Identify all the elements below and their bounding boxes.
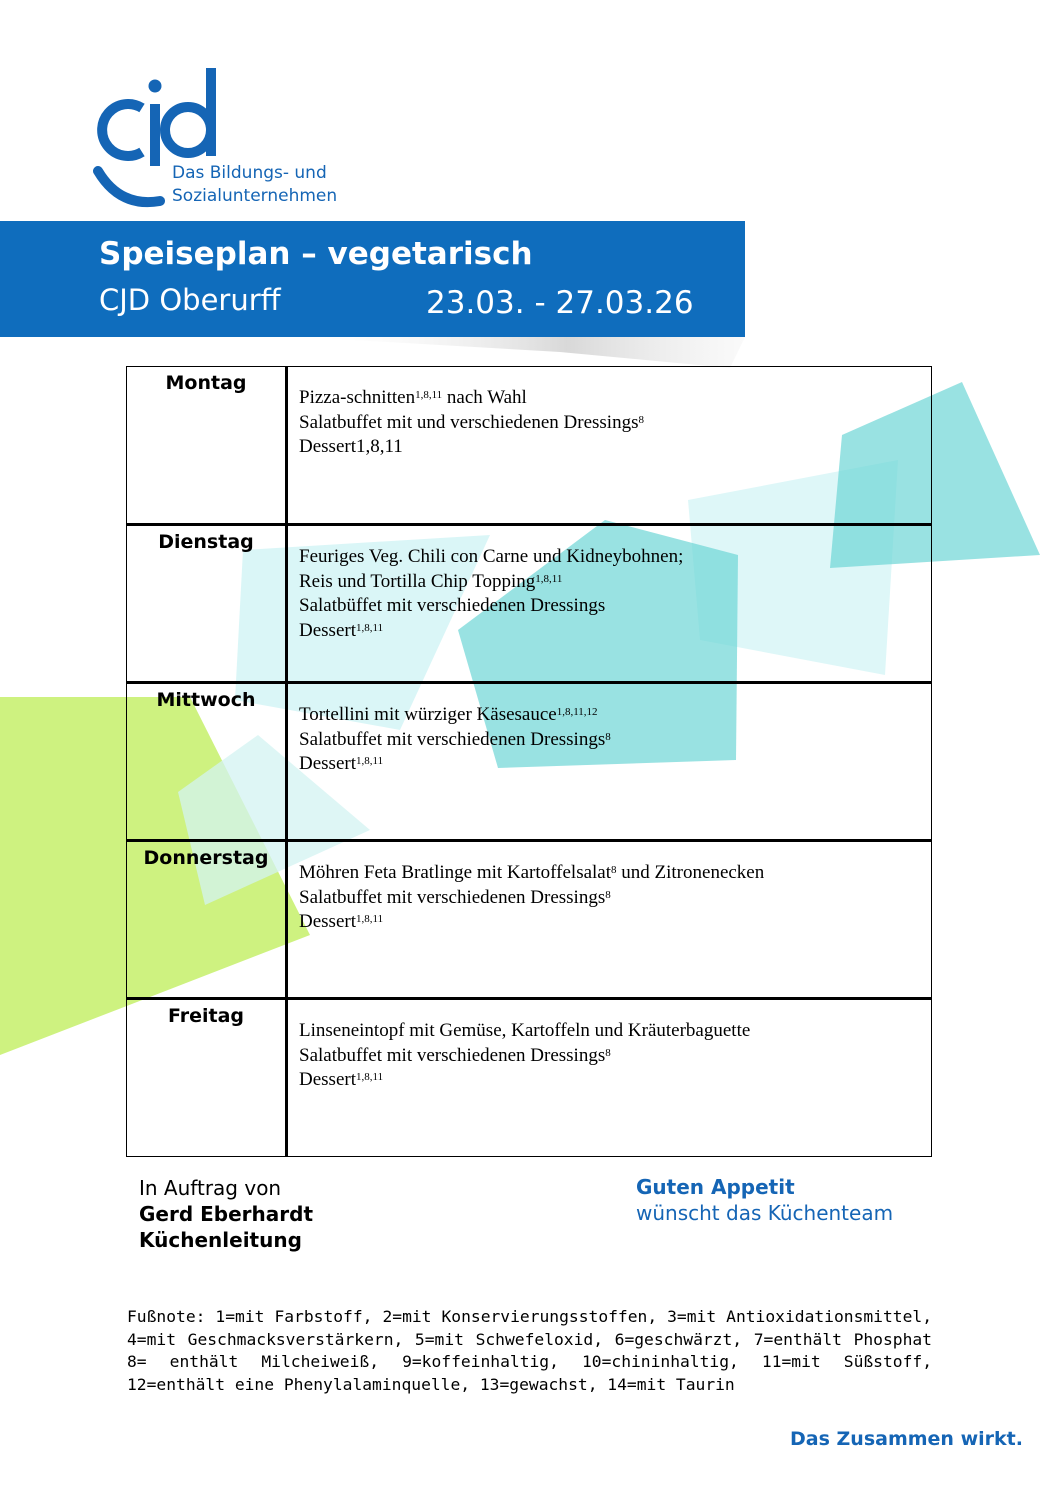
dishes-cell	[287, 999, 932, 1157]
allergen-codes: 1,8,11	[535, 572, 563, 585]
menu-row	[127, 999, 932, 1157]
dish-line	[299, 386, 931, 411]
dish-text: Dessert	[299, 753, 356, 774]
dish-line	[299, 570, 931, 595]
dish-line	[299, 910, 931, 935]
greeting-sub: wünscht das Küchenteam	[636, 1201, 894, 1225]
dish-text: Salatbüffet mit verschiedenen Dressings	[299, 595, 606, 616]
day-cell	[127, 367, 287, 525]
allergen-codes: 1,8,11	[415, 389, 443, 401]
dish-line	[299, 1044, 931, 1069]
day-cell	[127, 841, 287, 999]
allergen-codes: 1,8,11	[355, 755, 384, 767]
allergen-codes: 8	[605, 1046, 611, 1059]
dish-text: Dessert1,8,11	[299, 436, 403, 457]
dish-text-suffix: nach Wahl	[442, 387, 527, 408]
greeting-block	[636, 1174, 893, 1226]
dish-text: Möhren Feta Bratlinge mit Kartoffelsalat	[299, 862, 612, 883]
dish-text: Tortellini mit würziger Käsesauce	[299, 704, 557, 725]
dish-text: Feuriges Veg. Chili con Carne und Kidneybohnen;	[299, 546, 684, 567]
day-label: Dienstag	[158, 531, 254, 553]
slogan: Das Zusammen wirkt.	[790, 1428, 1023, 1450]
day-cell	[127, 525, 287, 683]
dish-line	[299, 752, 931, 777]
dish-line	[299, 411, 931, 436]
commission-line: In Auftrag von	[139, 1176, 282, 1200]
dish-text: Salatbuffet mit verschiedenen Dressings	[299, 1044, 606, 1066]
dish-line	[299, 728, 931, 753]
dish-line	[299, 861, 931, 886]
banner-shadow	[300, 337, 745, 368]
day-label: Mittwoch	[156, 689, 256, 711]
dishes-cell	[287, 525, 932, 683]
menu-table	[126, 366, 932, 1157]
allergen-codes: 8	[605, 730, 611, 743]
allergen-codes: 1,8,11	[355, 1071, 384, 1083]
dish-line	[299, 435, 931, 460]
dish-text: Dessert	[299, 911, 356, 932]
dish-line	[299, 886, 931, 911]
dish-text: Linseneintopf mit Gemüse, Kartoffeln und Kräuterbaguette	[299, 1020, 751, 1041]
dish-line	[299, 703, 931, 728]
allergen-codes: 1,8,11	[355, 621, 384, 634]
dish-line	[299, 1019, 931, 1044]
menu-row	[127, 841, 932, 999]
allergen-codes: 8	[611, 864, 617, 876]
allergen-codes: 8	[605, 888, 611, 901]
dish-text: Salatbuffet mit verschiedenen Dressings	[299, 728, 606, 750]
allergen-codes: 1,8,11	[355, 913, 384, 925]
dishes-cell	[287, 367, 932, 525]
dish-line	[299, 594, 931, 619]
logo-tagline	[172, 162, 337, 208]
dish-text: Dessert	[299, 1069, 356, 1090]
day-label: Montag	[165, 372, 247, 394]
day-cell	[127, 999, 287, 1157]
signer-name: Gerd Eberhardt	[139, 1202, 314, 1226]
dish-line	[299, 545, 931, 570]
day-label: Donnerstag	[143, 847, 269, 869]
dish-text: Pizza-schnitten	[299, 387, 416, 408]
dish-text: Reis und Tortilla Chip Topping	[299, 570, 536, 592]
signature-block	[139, 1175, 313, 1253]
dish-line	[299, 619, 931, 644]
allergen-codes: 1,8,11,12	[556, 706, 598, 718]
greeting: Guten Appetit	[636, 1175, 795, 1199]
allergen-codes: 8	[638, 413, 644, 426]
dish-text: Salatbuffet mit und verschiedenen Dressings	[299, 411, 639, 433]
logo-tagline-line1: Das Bildungs- und	[172, 163, 327, 183]
day-cell	[127, 683, 287, 841]
dish-text: Salatbuffet mit verschiedenen Dressings	[299, 886, 606, 908]
dish-line	[299, 1068, 931, 1093]
site-name: CJD Oberurff	[99, 283, 281, 317]
dishes-cell	[287, 841, 932, 999]
signer-role: Küchenleitung	[139, 1228, 302, 1252]
page-title: Speiseplan – vegetarisch	[99, 236, 533, 272]
menu-row	[127, 367, 932, 525]
menu-row	[127, 683, 932, 841]
day-label: Freitag	[167, 1005, 245, 1027]
dish-text: Dessert	[299, 619, 356, 641]
date-range: 23.03. - 27.03.26	[426, 285, 694, 321]
dish-text-suffix: und Zitronenecken	[616, 862, 765, 883]
menu-row	[127, 525, 932, 683]
logo-tagline-line2: Sozialunternehmen	[172, 186, 338, 206]
dishes-cell	[287, 683, 932, 841]
allergen-footnote: Fußnote: 1=mit Farbstoff, 2=mit Konservierungsstoffen, 3=mit Antioxidationsmittel, 4=mit Geschmacksverstärkern, 5=mit Schwefeloxid, 6=geschwärzt, 7=enthält Phosphat 8= enthält Milcheiweiß, 9=koffeinhaltig, 10=chininhaltig, 11=mit Süßstoff, 12=enthält eine Phenylalaminquelle, 13=gewachst, 14=mit Taurin	[127, 1307, 932, 1394]
